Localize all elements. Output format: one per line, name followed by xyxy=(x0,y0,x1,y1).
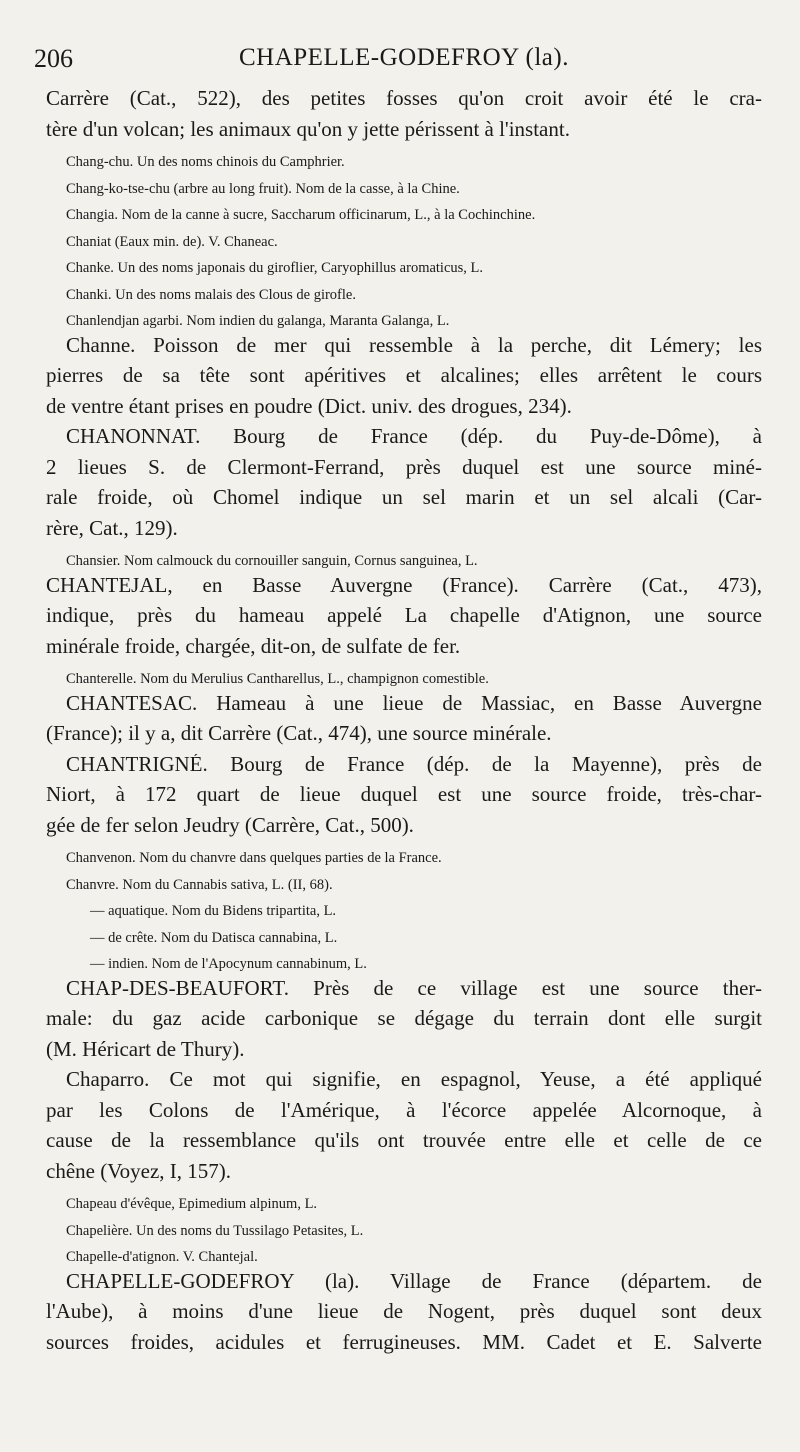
text-line: Chaparro. Ce mot qui signifie, en espagnol, Yeuse, a été appliqué xyxy=(66,1069,762,1091)
entry-line: Chapelière. Un des noms du Tussilago Petasites, L. xyxy=(66,1222,364,1239)
entry-line: Chansier. Nom calmouck du cornouiller sanguin, Cornus sanguinea, L. xyxy=(66,553,478,569)
page-number: 206 xyxy=(34,44,73,73)
entry-line: Chapeau d'évêque, Epimedium alpinum, L. xyxy=(66,1196,318,1212)
text-line: minérale froide, chargée, dit-on, de sulfate de fer. xyxy=(46,635,461,658)
page-body xyxy=(46,88,762,1362)
text-line: (France); il y a, dit Carrère (Cat., 474), une source minérale. xyxy=(46,723,552,745)
text-line: pierres de sa tête sont apéritives et alcalines; elles arrêtent le cours xyxy=(46,365,762,387)
text-line: CHANTRIGNÉ. Bourg de France (dép. de la Mayenne), près de xyxy=(66,753,762,776)
text-line: rère, Cat., 129). xyxy=(46,517,178,540)
entry-line: Chang-chu. Un des noms chinois du Camphrier. xyxy=(66,154,345,170)
entry-line: Chanlendjan agarbi. Nom indien du galanga, Maranta Galanga, L. xyxy=(66,313,450,329)
text-line: chêne (Voyez, I, 157). xyxy=(46,1160,232,1183)
text-line: CHANTEJAL, en Basse Auvergne (France). Carrère (Cat., 473), xyxy=(46,574,762,597)
text-line: indique, près du hameau appelé La chapelle d'Atignon, une source xyxy=(46,605,762,627)
text-line: CHAPELLE-GODEFROY (la). Village de France (départem. de xyxy=(66,1270,762,1293)
text-line: tère d'un volcan; les animaux qu'on y jette périssent à l'instant. xyxy=(46,118,570,141)
page-header xyxy=(34,44,774,84)
text-line: 2 lieues S. de Clermont-Ferrand, près duquel est une source miné- xyxy=(46,456,762,479)
text-line: (M. Héricart de Thury). xyxy=(46,1038,245,1061)
text-line: par les Colons de l'Amérique, à l'écorce appelée Alcornoque, à xyxy=(46,1099,762,1122)
text-line: gée de fer selon Jeudry (Carrère, Cat., 500). xyxy=(46,814,414,837)
text-line: cause de la ressemblance qu'ils ont trouvée entre elle et celle de ce xyxy=(46,1130,762,1152)
entry-line: Chaniat (Eaux min. de). V. Chaneac. xyxy=(66,233,278,250)
entry-line: Chanvre. Nom du Cannabis sativa, L. (II, 68). xyxy=(66,876,333,893)
text-line: de ventre étant prises en poudre (Dict. univ. des drogues, 234). xyxy=(46,395,572,418)
entry-line: Chang-ko-tse-chu (arbre au long fruit). Nom de la casse, à la Chine. xyxy=(66,180,460,197)
entry-line: Changia. Nom de la canne à sucre, Saccharum officinarum, L., à la Cochinchine. xyxy=(66,207,536,223)
text-line: sources froides, acidules et ferrugineuses. MM. Cadet et E. Salverte xyxy=(46,1331,762,1354)
text-line: CHANONNAT. Bourg de France (dép. du Puy-de-Dôme), à xyxy=(66,426,762,448)
text-line: male: du gaz acide carbonique se dégage du terrain dont elle surgit xyxy=(46,1008,762,1030)
entry-line: — de crête. Nom du Datisca cannabina, L. xyxy=(90,929,338,946)
entry-line: Chapelle-d'atignon. V. Chantejal. xyxy=(66,1249,258,1265)
entry-line: Chanki. Un des noms malais des Clous de girofle. xyxy=(66,286,356,303)
text-line: Channe. Poisson de mer qui ressemble à la perche, dit Lémery; les xyxy=(66,334,762,357)
entry-line: Chanvenon. Nom du chanvre dans quelques parties de la France. xyxy=(66,850,442,866)
text-line: CHAP-DES-BEAUFORT. Près de ce village est une source ther- xyxy=(66,977,762,1000)
entry-line: — indien. Nom de l'Apocynum cannabinum, L. xyxy=(90,956,367,972)
text-line: rale froide, où Chomel indique un sel marin et un sel alcali (Car- xyxy=(46,487,762,509)
entry-line: Chanke. Un des noms japonais du giroflier, Caryophillus aromaticus, L. xyxy=(66,260,484,276)
text-line: CHANTESAC. Hameau à une lieue de Massiac, en Basse Auvergne xyxy=(66,692,762,715)
text-line: Niort, à 172 quart de lieue duquel est une source froide, très-char- xyxy=(46,784,762,806)
text-line: Carrère (Cat., 522), des petites fosses qu'on croit avoir été le cra- xyxy=(46,88,762,110)
entry-line: Chanterelle. Nom du Merulius Cantharellus, L., champignon comestible. xyxy=(66,671,489,687)
text-line: l'Aube), à moins d'une lieue de Nogent, près duquel sont deux xyxy=(46,1301,762,1323)
entry-line: — aquatique. Nom du Bidens tripartita, L. xyxy=(90,903,337,919)
running-head: CHAPELLE-GODEFROY (la). xyxy=(239,44,569,71)
